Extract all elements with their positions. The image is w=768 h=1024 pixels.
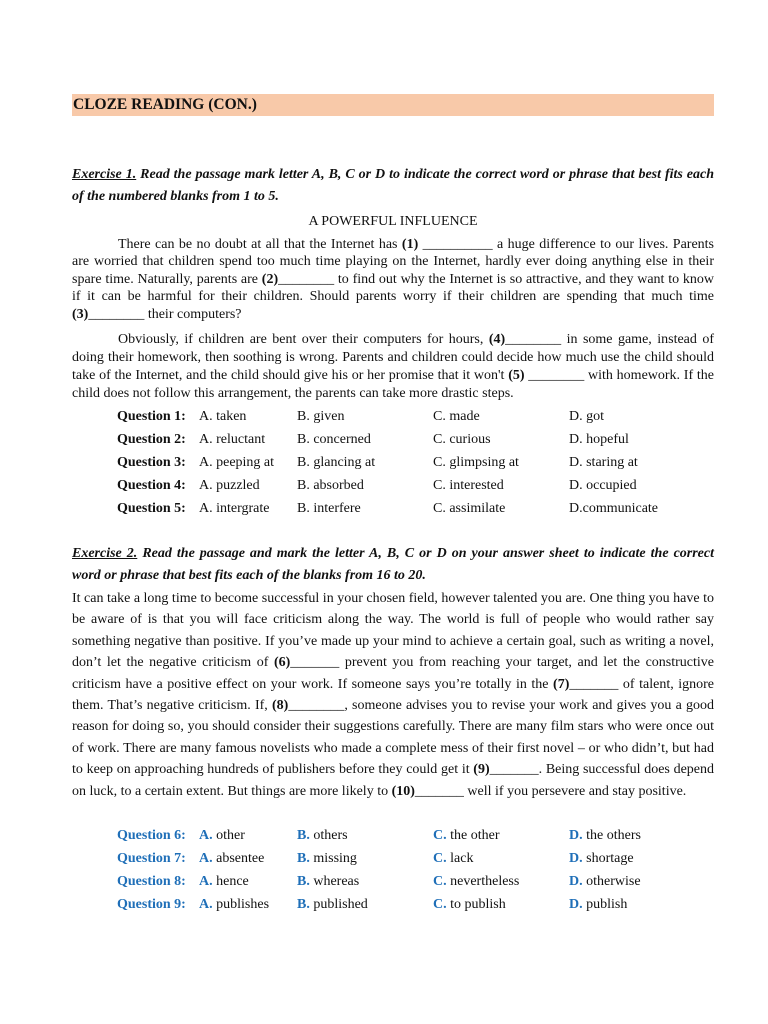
text: ________, someone advises you to revise your work and gives you a good reason for doing so, you should consider their suggestions carefully. There are many film stars who were once out of work. There are many famous novelists who made a complete mess of their first novel – or who didn’t, but had to keep on approaching hundreds of publishers before they could get it — [72, 698, 714, 778]
option-letter: D. — [569, 850, 583, 866]
option-a[interactable]: A. taken — [199, 408, 247, 424]
option-text: nevertheless — [446, 873, 520, 889]
blank-6: (6) — [273, 655, 291, 671]
exercise-1-instruction: Read the passage mark letter A, B, C or D to indicate the correct word or phrase that best fits each of the numbered blanks from 1 to 5. — [72, 167, 714, 204]
text: __________ a huge difference to our lives. Parents are worried that children spend too much time playing on the Internet, hardly ever doing anything else in their spare time. Naturally, parents are — [72, 237, 714, 287]
option-letter: D. — [569, 827, 583, 843]
option-letter: C. — [433, 896, 447, 912]
exercise-2-heading — [72, 543, 714, 587]
option-c[interactable] — [433, 847, 569, 870]
text: ________ with homework. If the child does not follow this arrangement, the parents can take more drastic steps. — [72, 368, 714, 401]
blank-5: (5) — [508, 368, 525, 383]
question-label: Question 6: — [117, 827, 186, 843]
option-text: the others — [582, 827, 641, 843]
option-text: whereas — [309, 873, 360, 889]
blank-10: (10) — [391, 783, 415, 799]
blank-9: (9) — [473, 762, 490, 778]
exercise-1-questions — [117, 405, 669, 520]
question-label: Question 3: — [117, 454, 186, 470]
text: Obviously, if children are bent over their computers for hours, — [118, 332, 489, 347]
option-letter: C. — [433, 827, 447, 843]
option-text: published — [309, 896, 368, 912]
option-c[interactable] — [433, 893, 569, 916]
exercise-2-questions — [117, 824, 669, 916]
exercise-1-label: Exercise 1. — [72, 167, 137, 182]
blank-3: (3) — [72, 306, 89, 322]
option-letter: B. — [297, 827, 310, 843]
question-label: Question 9: — [117, 896, 186, 912]
text: There can be no doubt at all that the Internet has — [118, 237, 402, 252]
option-c[interactable]: C. interested — [433, 477, 504, 493]
text: It can take a long time to become successful in your chosen field, however talented you are. One thing you have to be aware of is that you will face criticism along the way. The world is full of people who would rather say something negative than positive. If you’ve made up your mind to achieve a certain goal, such as writing a novel, don’t let the negative criticism of — [72, 591, 714, 671]
option-letter: C. — [433, 873, 447, 889]
question-row — [117, 428, 669, 451]
option-d[interactable]: D.communicate — [569, 500, 659, 516]
question-label: Question 5: — [117, 500, 186, 516]
option-letter: D. — [569, 896, 583, 912]
option-c[interactable] — [433, 870, 569, 893]
text: ________ their computers? — [88, 306, 242, 322]
question-row — [117, 451, 669, 474]
question-label: Question 2: — [117, 431, 186, 447]
option-text: to publish — [446, 896, 506, 912]
question-label: Question 4: — [117, 477, 186, 493]
option-c[interactable]: C. curious — [433, 431, 491, 447]
option-b[interactable] — [297, 893, 433, 916]
option-text: publish — [582, 896, 628, 912]
option-a[interactable]: A. intergrate — [199, 500, 270, 516]
option-b[interactable]: B. glancing at — [297, 454, 376, 470]
option-c[interactable] — [433, 824, 569, 847]
text: ________ in some game, instead of doing their homework, then soothing is wrong. Parents and children could decide how much use the child should take of the Internet, and the child should give his or her promise that it won't — [72, 332, 715, 383]
option-a[interactable] — [199, 824, 297, 847]
option-b[interactable]: B. concerned — [297, 431, 371, 447]
question-row — [117, 474, 669, 497]
question-row — [117, 893, 669, 916]
option-a[interactable]: A. peeping at — [199, 454, 275, 470]
option-text: lack — [446, 850, 474, 866]
exercise-2-paragraph — [72, 588, 714, 802]
option-d[interactable] — [569, 847, 669, 870]
question-row — [117, 405, 669, 428]
question-label: Question 8: — [117, 873, 186, 889]
option-b[interactable] — [297, 847, 433, 870]
option-letter: A. — [199, 873, 213, 889]
option-text: other — [212, 827, 245, 843]
option-d[interactable]: D. got — [569, 408, 604, 424]
option-a[interactable] — [199, 870, 297, 893]
option-letter: A. — [199, 827, 213, 843]
text: _______ well if you persevere and stay positive. — [414, 783, 687, 799]
option-letter: B. — [297, 850, 310, 866]
blank-1: (1) — [401, 237, 419, 252]
option-letter: B. — [297, 896, 310, 912]
option-c[interactable]: C. assimilate — [433, 500, 506, 516]
option-a[interactable]: A. reluctant — [199, 431, 266, 447]
passage-title: A POWERFUL INFLUENCE — [308, 214, 478, 229]
option-a[interactable]: A. puzzled — [199, 477, 260, 493]
option-a[interactable] — [199, 847, 297, 870]
option-b[interactable]: B. given — [297, 408, 345, 424]
question-row — [117, 847, 669, 870]
text: _______ prevent you from reaching your target, and let the constructive criticism have a positive effect on your work. If someone says you’re totally in the — [72, 655, 714, 692]
question-row — [117, 497, 669, 520]
option-d[interactable]: D. hopeful — [569, 431, 629, 447]
option-c[interactable]: C. glimpsing at — [433, 454, 519, 470]
exercise-2-label: Exercise 2. — [72, 546, 138, 561]
section-banner: CLOZE READING (CON.) — [72, 94, 714, 116]
exercise-2-instruction: Read the passage and mark the letter A, B, C or D on your answer sheet to indicate the correct word or phrase that best fits each of the blanks from 16 to 20. — [72, 546, 715, 583]
question-row — [117, 870, 669, 893]
option-b[interactable]: B. interfere — [297, 500, 361, 516]
option-b[interactable]: B. absorbed — [297, 477, 364, 493]
blank-8: (8) — [272, 698, 289, 714]
option-text: others — [309, 827, 348, 843]
blank-4: (4) — [488, 332, 506, 347]
option-d[interactable] — [569, 893, 669, 916]
option-d[interactable] — [569, 824, 669, 847]
option-b[interactable] — [297, 824, 433, 847]
option-d[interactable]: D. occupied — [569, 477, 637, 493]
option-text: hence — [212, 873, 249, 889]
blank-2: (2) — [261, 271, 279, 287]
option-b[interactable] — [297, 870, 433, 893]
option-text: the other — [446, 827, 500, 843]
option-text: shortage — [582, 850, 634, 866]
option-text: otherwise — [582, 873, 641, 889]
option-text: absentee — [212, 850, 265, 866]
text: ________ to find out why the Internet is so attractive, and they want to know if it can be harmful for their children. Should parents worry if their children are spending that much time — [72, 271, 714, 305]
exercise-1-heading — [72, 164, 714, 208]
exercise-1-paragraph-1 — [72, 236, 714, 323]
option-letter: C. — [433, 850, 447, 866]
blank-7: (7) — [553, 676, 570, 692]
option-text: publishes — [212, 896, 270, 912]
text: _______ of talent, ignore them. That’s negative criticism. If, — [72, 676, 715, 714]
question-label: Question 1: — [117, 408, 186, 424]
option-letter: D. — [569, 873, 583, 889]
text: _______. Being successful does depend on luck, to a certain extent. But things are more likely to — [72, 762, 714, 799]
option-letter: B. — [297, 873, 310, 889]
option-d[interactable]: D. staring at — [569, 454, 638, 470]
question-row — [117, 824, 669, 847]
option-a[interactable] — [199, 893, 297, 916]
option-d[interactable] — [569, 870, 669, 893]
question-label: Question 7: — [117, 850, 186, 866]
option-letter: A. — [199, 896, 213, 912]
exercise-1-paragraph-2 — [72, 331, 714, 403]
option-c[interactable]: C. made — [433, 408, 480, 424]
option-letter: A. — [199, 850, 213, 866]
option-text: missing — [309, 850, 357, 866]
